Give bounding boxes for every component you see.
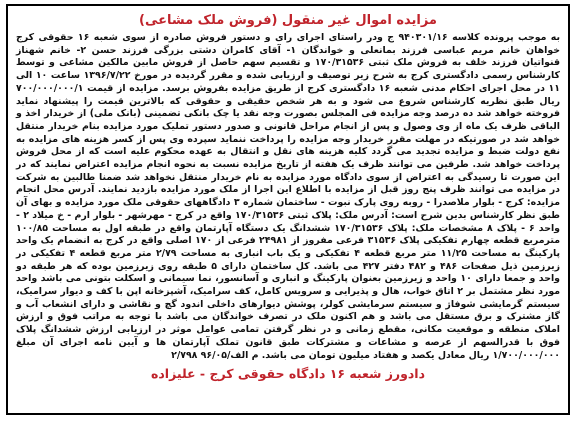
notice-signature: دادورز شعبه ۱۶ دادگاه حقوقی کرج - علیزاده xyxy=(150,366,425,382)
legal-notice-box xyxy=(6,4,570,415)
notice-body: به موجب پرونده کلاسه ۹۴۰۳۰۱/۱۶ ج ودر راستای اجرای رای و دستور فروش صادره از سوی شعبه ۱۶ حقوقی کرج خواهان خانم مریم عباسی فرزند بمانعلی و خواندگان ۱- آقای کامران دشتی بزرگی فرزند حسن ۲- خانم شهناز قنواتیان فرزند خلف به فروش ملک ثبتی ۱۷۰/۳۱۵۳۶ و تقسیم سهم حاصل از فروش مابین مالکین مشاعی و توسط کارشناس رسمی دادگستری کرج به شرح زیر توصیف و ارزیابی شده و مقرر گردیده در مورخ ۱۳۹۶/۷/۲۲ ساعت ۱۰ الی ۱۱ در محل اجرای احکام مدنی شعبه ۱۶ دادگستری کرج از طریق مزایده بفروش برسد. مزایده از قیمت ۷۰۰/۰۰۰/۰۰۰/۱ ریال طبق نظریه کارشناس شروع می شود و به هر شخص حقیقی و حقوقی که بالاترین قیمت را پیشنهاد نماید فروخته خواهد شد ده درصد وجه مزایده فی المجلس بصورت وجه نقد یا چک بانکی تضمینی (بانک ملی) از خریدار اخذ و الباقی ظرف یک ماه از وی وصول و پس از انجام مراحل قانونی و صدور دستور تملیک مورد مزایده بنام خریدار منتقل خواهد شد در صورتیکه در مهلت مقرر خریدار وجه مزایده را پرداخت ننماید سپرده وی پس از کسر هزینه های مزایده به نفع دولت ضبط و مزایده تجدید می گردد کلیه هزینه های نقل و انتقال به عهده محکوم علیه است که از محل فروش پرداخت خواهد شد. طرفین می توانند ظرف یک هفته از تاریخ مزایده نسبت به نحوه انجام مزایده اعتراض نمایند که در این صورت تا رسیدگی به اعتراض از سوی دادگاه مورد مزایده به نام خریدار منتقل نخواهد شد ضمنا طالبین به شرکت در مزایده می توانند ظرف پنج روز قبل از مزایده با اطلاع این اجرا از ملک مورد مزایده بازدید نمایند. آدرس محل انجام مزایده: کرج - بلوار ملاصدرا - روبه روی پارک نبوت - ساختمان شماره ۳ دادگاههای حقوقی ملک مورد مزایده و بهای آن طبق نظر کارشناس بدین شرح است: آدرس ملک: پلاک ثبتی ۱۷۰/۳۱۵۳۶ واقع در کرج - مهرشهر - بلوار ارم - خ میلاد ۲ - واحد ۶ - پلاک ۸ مشخصات ملک: پلاک ۱۷۰/۳۱۵۳۶ ششدانگ یک دستگاه آپارتمان واقع در طبقه اول به مساحت ۱۰۰/۸۵ مترمربع قطعه چهارم تفکیکی پلاک ۳۱۵۳۶ فرعی مفروز از ۲۴۹۸۱ فرعی از ۱۷۰ اصلی واقع در کرج به انضمام یک واحد پارکینگ به مساحت ۱۱/۲۵ متر مربع قطعه ۴ تفکیکی و یک باب انباری به مساحت ۲/۷۹ متر مربع قطعه ۴ تفکیکی در زیرزمین ذیل صفحات ۴۸۶ و ۴۸۲ دفتر ۴۲۷ می باشد. کل ساختمان دارای ۵ طبقه روی زیرزمین بوده که هر طبقه دو واحد و جمعا دارای ۱۰ واحد و زیرزمین بعنوان پارکینگ و انباری و آسانسور، نما سیمانی و اسکلت بتونی می باشد واحد مورد نظر مشتمل بر ۲ اتاق خواب، هال و پذیرایی و سرویس کامل، کف سرامیک، آشپزخانه اپن با کف و دیوار سرامیک، سیستم گرمایشی شوفاژ و سیستم سرمایشی کولر، پوشش دیوارهای داخلی اندود گچ و نقاشی و دارای انشعاب آب و گاز مشترک و برق مستقل می باشد و هم اکنون ملک در تصرف خواندگان می باشد با توجه به مراتب فوق و ارزش املاک منطقه و موقعیت مکانی، مقطع زمانی و در نظر گرفتن تمامی عوامل موثر در ارزیابی ارزش ششدانگ پلاک فوق با قدرالسهم از عرصه و مشاعات و مشترکات طبق قانون تملک آپارتمان ها و آیین نامه اجرای آن مبلغ ۱/۷۰۰/۰۰۰/۰۰۰ ریال معادل یکصد و هفتاد میلیون تومان می باشد. م الف/۹۶/۰۵ ۲/۷۹۸ xyxy=(16,32,561,361)
notice-title: مزایده اموال غیر منقول (فروش ملک مشاعی) xyxy=(139,13,437,28)
